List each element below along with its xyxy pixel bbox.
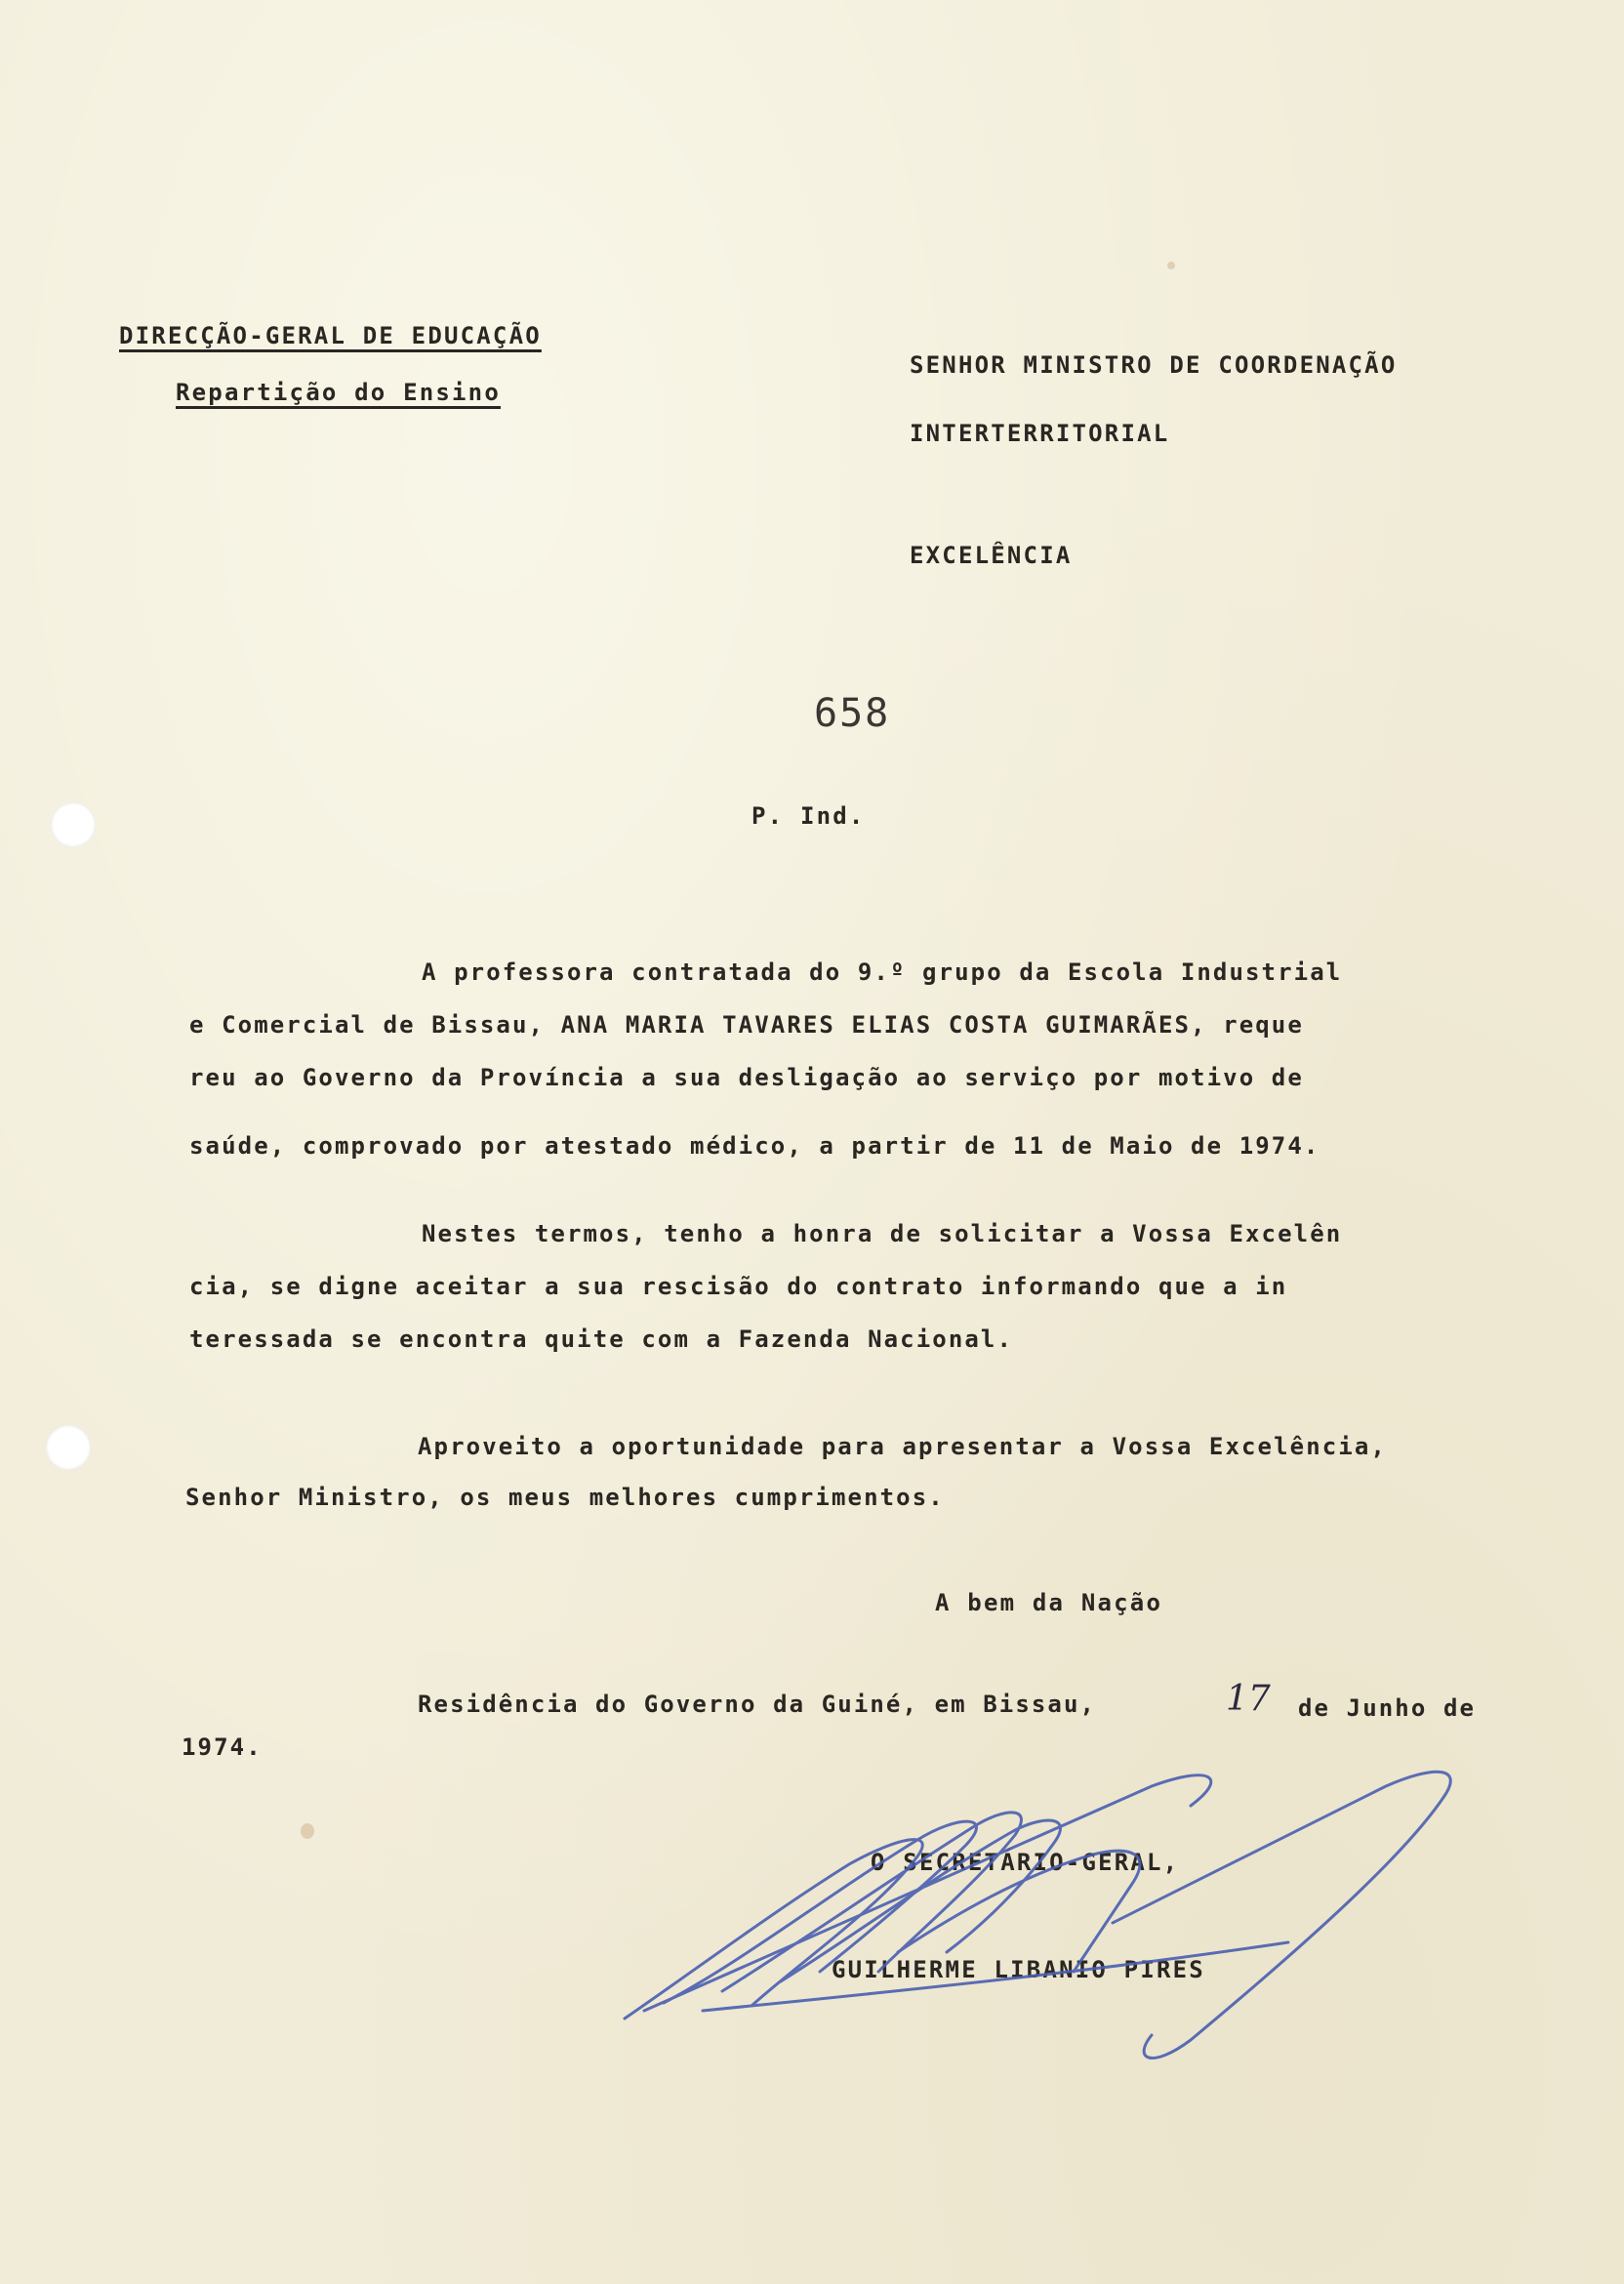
paragraph-2-line: Nestes termos, tenho a honra de solicitar a Vossa Excelên (422, 1220, 1343, 1247)
department-heading: DIRECÇÃO-GERAL DE EDUCAÇÃO (119, 322, 542, 349)
signature-stroke (722, 1813, 1021, 1991)
paragraph-1-line: e Comercial de Bissau, ANA MARIA TAVARES ELIAS COSTA GUIMARÃES, reque (189, 1011, 1304, 1039)
punch-hole-bottom (46, 1425, 91, 1470)
date-month: de Junho de (1298, 1694, 1477, 1722)
paragraph-1-line: reu ao Governo da Província a sua desligação ao serviço por motivo de (189, 1064, 1304, 1091)
reference-number: 658 (814, 691, 891, 736)
signatory-title: O SECRETÁRIO-GERAL, (871, 1849, 1180, 1876)
date-place: Residência do Governo da Guiné, em Bissau, (418, 1691, 1097, 1718)
addressee-line-1: SENHOR MINISTRO DE COORDENAÇÃO (910, 351, 1398, 379)
paragraph-1-line: saúde, comprovado por atestado médico, a partir de 11 de Maio de 1974. (189, 1132, 1320, 1160)
signature-stroke (1113, 1772, 1450, 2058)
classification: P. Ind. (751, 802, 866, 830)
salutation: EXCELÊNCIA (910, 542, 1073, 569)
handwritten-signature (605, 1747, 1483, 2069)
addressee-line-2: INTERTERRITORIAL (910, 420, 1170, 447)
section-heading: Repartição do Ensino (176, 379, 501, 406)
closing-motto: A bem da Nação (935, 1589, 1163, 1616)
paragraph-2-line: teressada se encontra quite com a Fazenda Nacional. (189, 1326, 1014, 1353)
paragraph-3-line: Senhor Ministro, os meus melhores cumprimentos. (185, 1484, 945, 1511)
signature-stroke (898, 1851, 1140, 1972)
paragraph-3-line: Aproveito a oportunidade para apresentar a Vossa Excelência, (418, 1433, 1387, 1460)
signatory-name: GUILHERME LIBANIO PIRES (832, 1956, 1205, 1983)
punch-hole-top (51, 802, 96, 847)
date-year: 1974. (182, 1733, 263, 1761)
paper-stain (301, 1823, 314, 1839)
paragraph-2-line: cia, se digne aceitar a sua rescisão do contrato informando que a in (189, 1273, 1288, 1300)
paragraph-1-line: A professora contratada do 9.º grupo da Escola Industrial (422, 958, 1343, 986)
paper-stain (1167, 262, 1175, 269)
handwritten-day: 17 (1226, 1679, 1271, 1719)
signature-stroke (664, 1821, 976, 2003)
